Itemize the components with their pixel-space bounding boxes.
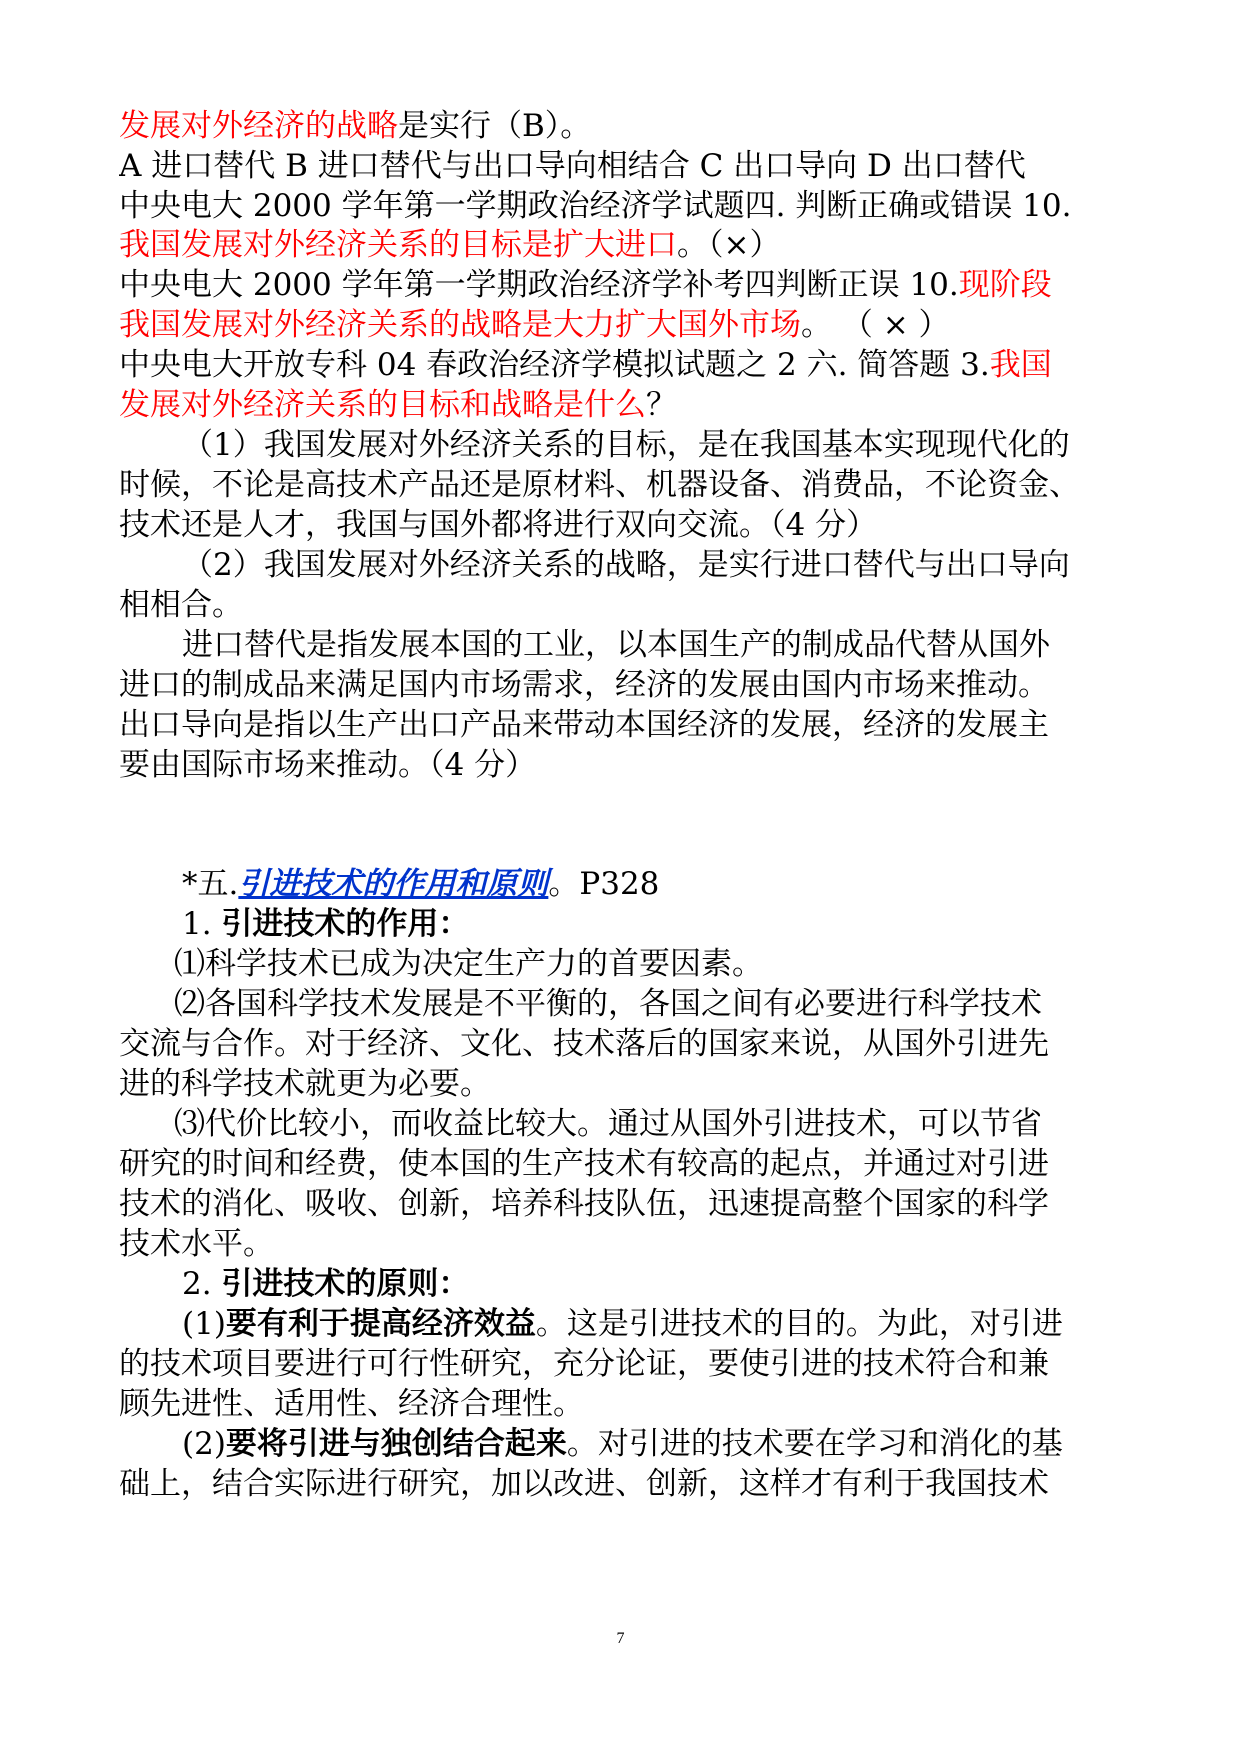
plain-text: 。（×） xyxy=(677,227,781,263)
plain-text: 的技术项目要进行可行性研究，充分论证，要使引进的技术符合和兼 xyxy=(119,1346,1049,1382)
plain-text: 1. xyxy=(182,906,222,942)
text-line xyxy=(182,1304,1124,1344)
text-line xyxy=(182,625,1124,665)
text-line xyxy=(119,265,1124,305)
plain-text: 中央电大 2000 学年第一学期政治经济学试题四. 判断正确或错误 10. xyxy=(119,188,1072,224)
highlighted-text: 我国发展对外经济关系的战略是大力扩大国外市场 xyxy=(119,307,801,343)
subheading xyxy=(182,904,1124,944)
plain-text: ？ xyxy=(646,387,677,423)
subheading xyxy=(182,1264,1124,1304)
subheading-text: 引进技术的原则： xyxy=(221,1266,470,1302)
highlighted-text: 发展对外经济关系的目标和战略是什么 xyxy=(119,387,646,423)
text-line xyxy=(119,1184,1124,1224)
plain-text: 。这是引进技术的目的。为此，对引进 xyxy=(535,1306,1063,1342)
section-heading xyxy=(182,864,1124,904)
plain-text: ⑶代价比较小，而收益比较大。通过从国外引进技术，可以节省 xyxy=(174,1106,1042,1142)
plain-text: （1）我国发展对外经济关系的目标，是在我国基本实现现代化的 xyxy=(182,427,1070,463)
plain-text: 进的科学技术就更为必要。 xyxy=(119,1066,491,1102)
text-line xyxy=(174,944,1124,984)
plain-text: 。 （ × ） xyxy=(801,307,950,343)
highlighted-text: 我国发展对外经济关系的目标是扩大进口 xyxy=(119,227,677,263)
plain-text: 2. xyxy=(182,1266,222,1302)
page-number: 7 xyxy=(616,1630,625,1647)
text-line xyxy=(119,1384,1124,1424)
plain-text: 相相合。 xyxy=(119,587,243,623)
text-line xyxy=(119,345,1124,385)
text-line xyxy=(119,465,1124,505)
highlighted-text: 我国 xyxy=(989,347,1052,383)
bold-text: 要将引进与独创结合起来 xyxy=(225,1426,567,1462)
plain-text: *五. xyxy=(182,866,239,902)
plain-text: 要由国际市场来推动。（4 分） xyxy=(119,747,537,783)
text-line xyxy=(119,1064,1124,1104)
plain-text: （2）我国发展对外经济关系的战略，是实行进口替代与出口导向 xyxy=(182,547,1070,583)
text-line xyxy=(119,505,1124,545)
plain-text: 顾先进性、适用性、经济合理性。 xyxy=(119,1386,584,1422)
plain-text: 础上，结合实际进行研究，加以改进、创新，这样才有利于我国技术 xyxy=(119,1466,1049,1502)
highlighted-text: 发展对外经济的战略 xyxy=(119,108,398,144)
text-line xyxy=(119,225,1124,265)
text-line xyxy=(119,186,1124,226)
plain-text: 中央电大开放专科 04 春政治经济学模拟试题之 2 六. 简答题 3. xyxy=(119,347,990,383)
text-line xyxy=(182,545,1124,585)
plain-text: 研究的时间和经费，使本国的生产技术有较高的起点，并通过对引进 xyxy=(119,1146,1049,1182)
plain-text: 进口替代是指发展本国的工业，以本国生产的制成品代替从国外 xyxy=(182,627,1050,663)
text-line xyxy=(119,745,1124,785)
text-line xyxy=(119,1024,1124,1064)
plain-text: ⑴科学技术已成为决定生产力的首要因素。 xyxy=(174,946,763,982)
plain-text: 技术的消化、吸收、创新，培养科技队伍，迅速提高整个国家的科学 xyxy=(119,1186,1049,1222)
plain-text: 出口导向是指以生产出口产品来带动本国经济的发展，经济的发展主 xyxy=(119,707,1049,743)
plain-text: 。对引进的技术要在学习和消化的基 xyxy=(566,1426,1063,1462)
plain-text: A 进口替代 B 进口替代与出口导向相结合 C 出口导向 D 出口替代 xyxy=(119,148,1026,184)
plain-text: (2) xyxy=(182,1426,226,1462)
plain-text: 进口的制成品来满足国内市场需求，经济的发展由国内市场来推动。 xyxy=(119,667,1049,703)
text-line xyxy=(119,585,1124,625)
plain-text: 交流与合作。对于经济、文化、技术落后的国家来说，从国外引进先 xyxy=(119,1026,1049,1062)
text-line xyxy=(119,385,1124,425)
plain-text: ⑵各国科学技术发展是不平衡的，各国之间有必要进行科学技术 xyxy=(174,986,1042,1022)
section-title-link[interactable]: 引进技术的作用和原则 xyxy=(238,866,549,902)
bold-text: 要有利于提高经济效益 xyxy=(225,1306,536,1342)
text-line xyxy=(119,1144,1124,1184)
plain-text: 技术水平。 xyxy=(119,1226,274,1262)
text-line xyxy=(119,1224,1124,1264)
text-line xyxy=(119,146,1124,186)
text-line xyxy=(182,1424,1124,1464)
plain-text: 中央电大 2000 学年第一学期政治经济学补考四判断正误 10. xyxy=(119,267,959,303)
plain-text: 是实行（B）。 xyxy=(398,108,592,144)
text-line xyxy=(119,705,1124,745)
plain-text: 时候，不论是高技术产品还是原材料、机器设备、消费品，不论资金、 xyxy=(119,467,1080,503)
text-line xyxy=(119,1344,1124,1384)
subheading-text: 引进技术的作用： xyxy=(221,906,470,942)
text-line xyxy=(174,984,1124,1024)
text-line xyxy=(119,1464,1124,1504)
text-line xyxy=(174,1104,1124,1144)
highlighted-text: 现阶段 xyxy=(958,267,1052,303)
text-line xyxy=(119,305,1124,345)
page-reference: 。P328 xyxy=(548,866,660,902)
text-line xyxy=(182,425,1124,465)
text-line xyxy=(119,665,1124,705)
plain-text: (1) xyxy=(182,1306,226,1342)
text-line xyxy=(119,106,1124,146)
plain-text: 技术还是人才，我国与国外都将进行双向交流。（4 分） xyxy=(119,507,878,543)
